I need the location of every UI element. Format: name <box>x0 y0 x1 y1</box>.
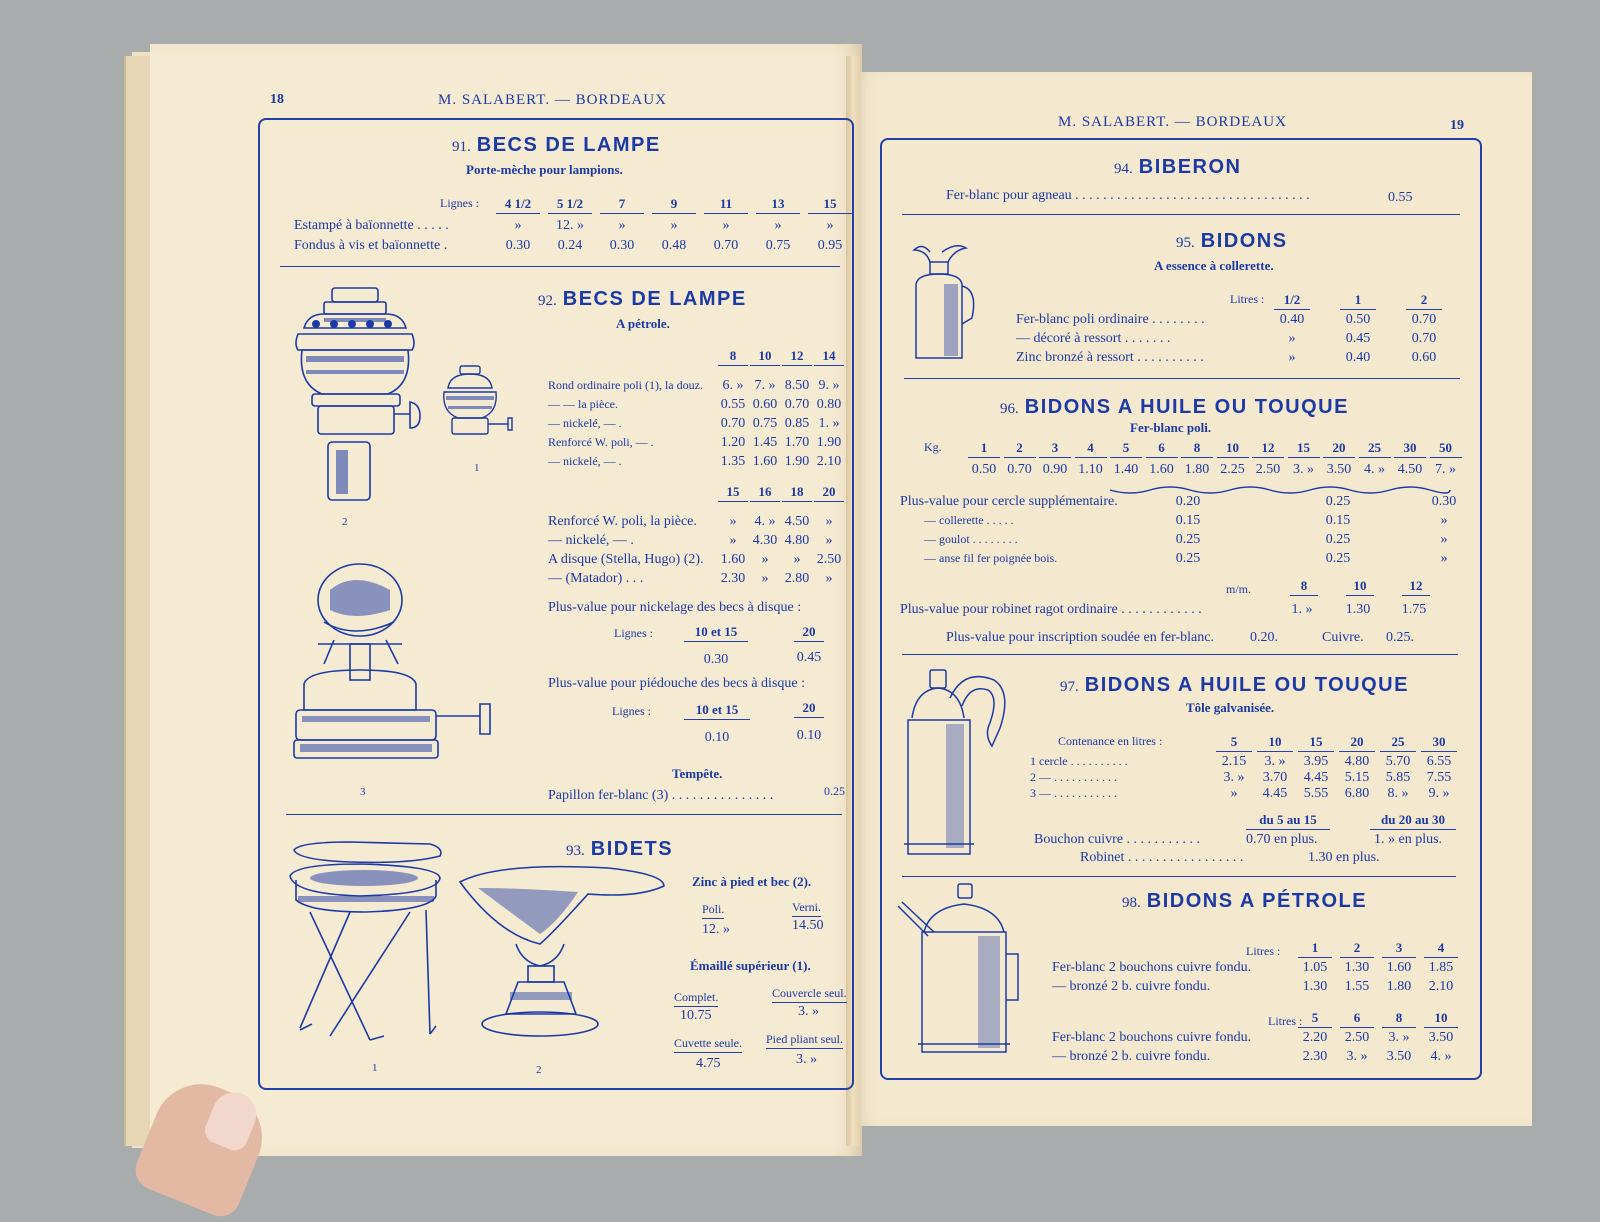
price-value: 1.60 <box>1149 462 1174 477</box>
divider <box>286 814 842 815</box>
price-value: » <box>825 571 833 586</box>
row-label: — décoré à ressort . . . . . . . <box>1016 331 1171 346</box>
price-value: 0.75 <box>765 238 791 253</box>
row-label: — bronzé 2 b. cuivre fondu. <box>1052 1049 1211 1064</box>
section-95-subtitle: A essence à collerette. <box>1154 258 1274 273</box>
price-value: 3. » <box>1388 1030 1410 1045</box>
figure-label: 1 <box>474 462 480 474</box>
price-value: » <box>826 218 834 233</box>
price-value: 0.40 <box>1279 312 1305 327</box>
column-header: 10 <box>1424 1010 1458 1028</box>
row-label: A disque (Stella, Hugo) (2). <box>548 552 704 567</box>
litres-label: Litres : <box>1268 1014 1303 1028</box>
price-value: 0.90 <box>1042 462 1068 477</box>
column-header: 25 <box>1359 440 1391 458</box>
sizes-label: Litres : <box>1230 292 1265 306</box>
oil-can-illustration <box>902 668 1014 858</box>
section-96-subtitle: Fer-blanc poli. <box>1130 420 1212 435</box>
column-header: 30 <box>1421 734 1457 752</box>
price-value: » <box>1288 350 1296 365</box>
burner-illustration-2 <box>288 284 428 514</box>
column-header: 2 <box>1004 440 1036 458</box>
column-header: 4 <box>1075 440 1107 458</box>
section-95-title: 95. BIDONS <box>1176 230 1288 252</box>
page-number: 19 <box>1450 118 1464 133</box>
column-header: 5 1/2 <box>548 196 592 214</box>
price-value: 1.30 <box>1302 979 1328 994</box>
bouchon-row: Bouchon cuivre . . . . . . . . . . . <box>1034 832 1201 847</box>
zinc-heading: Zinc à pied et bec (2). <box>692 874 812 889</box>
price-value: 4.50 <box>784 514 810 529</box>
price-value: 0.20 <box>1175 494 1201 509</box>
row-label: Renforcé W. poli, la pièce. <box>548 514 697 529</box>
price-value: 0.70 en plus. <box>1246 832 1318 847</box>
tempete-heading: Tempête. <box>672 766 723 781</box>
column-header: Couvercle seul. <box>772 986 847 1003</box>
section-98-title: 98. BIDONS A PÉTROLE <box>1122 890 1368 912</box>
price-value: 0.48 <box>661 238 687 253</box>
price-value: » <box>1440 551 1448 566</box>
price-value: 0.10 <box>796 728 822 743</box>
price-value: 6.80 <box>1344 786 1370 801</box>
price-value: 3. » <box>796 1052 817 1067</box>
price-value: » <box>774 218 782 233</box>
column-header: 5 <box>1216 734 1252 752</box>
divider <box>902 654 1458 655</box>
row-label: 2 — . . . . . . . . . . . <box>1030 770 1117 784</box>
price-value: 0.15 <box>1325 513 1351 528</box>
row-label: Rond ordinaire poli (1), la douz. <box>548 378 703 392</box>
price-value: 1. » en plus. <box>1374 832 1443 847</box>
price-value: 0.50 <box>971 462 997 477</box>
price-value: » <box>1440 532 1448 547</box>
price-value: 1.10 <box>1078 462 1103 477</box>
column-header: 4 1/2 <box>496 196 540 214</box>
price-value: 1.70 <box>784 435 810 450</box>
column-header: 15 <box>808 196 852 214</box>
price-value: 0.20. <box>1250 630 1278 645</box>
column-header: 8 <box>1181 440 1213 458</box>
price-value: 14.50 <box>792 918 824 933</box>
price-value: » <box>793 552 801 567</box>
column-header: 12 <box>782 348 812 366</box>
price-value: 1. » <box>818 416 840 431</box>
price-value: 3.70 <box>1262 770 1288 785</box>
price-value: 5.85 <box>1385 770 1411 785</box>
column-header: Complet. <box>674 990 718 1007</box>
price-value: 8. » <box>1387 786 1409 801</box>
price-value: » <box>1288 331 1296 346</box>
robinet-row: Robinet . . . . . . . . . . . . . . . . . <box>1080 850 1244 865</box>
price-value: 0.60 <box>752 397 778 412</box>
price-value: 0.45 <box>1345 331 1371 346</box>
price-value: 2.25 <box>1220 462 1245 477</box>
row-label: 3 — . . . . . . . . . . . <box>1030 786 1117 800</box>
section-97-subtitle: Tôle galvanisée. <box>1186 700 1275 715</box>
emaille-heading: Émaillé supérieur (1). <box>690 958 811 973</box>
column-header: 8 <box>1290 578 1318 596</box>
column-header: du 20 au 30 <box>1370 812 1456 830</box>
row-label: Zinc bronzé à ressort . . . . . . . . . . <box>1016 350 1204 365</box>
section-91-title: 91. BECS DE LAMPE <box>452 134 661 156</box>
column-header: 16 <box>750 484 780 502</box>
row-label: Plus-value pour cercle supplémentaire. <box>900 494 1118 509</box>
page-number: 18 <box>270 92 284 107</box>
price-value: 0.75 <box>752 416 778 431</box>
running-header: M. SALABERT. — BORDEAUX <box>1058 114 1287 130</box>
price-value: » <box>1230 786 1238 801</box>
price-value: 1.75 <box>1401 602 1427 617</box>
column-header: 10 <box>1217 440 1249 458</box>
column-header: 7 <box>600 196 644 214</box>
row-label: Fondus à vis et baïonnette . <box>294 238 448 253</box>
price-value: 1.30 <box>1345 602 1371 617</box>
section-93-title: 93. BIDETS <box>566 838 674 860</box>
price-value: 0.25 <box>824 784 845 798</box>
column-header: 3 <box>1039 440 1071 458</box>
row-label: — nickelé, — . <box>548 533 634 548</box>
price-value: 1.80 <box>1386 979 1412 994</box>
price-value: 2.10 <box>816 454 842 469</box>
price-value: » <box>670 218 678 233</box>
column-header: 6 <box>1340 1010 1374 1028</box>
column-header: du 5 au 15 <box>1246 812 1330 830</box>
price-value: 0.25 <box>1325 551 1351 566</box>
price-value: 0.25 <box>1175 551 1201 566</box>
price-value: 4.75 <box>696 1056 721 1071</box>
column-header: Verni. <box>792 900 821 917</box>
column-header: 30 <box>1394 440 1426 458</box>
price-value: 2.30 <box>1302 1049 1328 1064</box>
price-value: 2.80 <box>784 571 810 586</box>
price-value: 1.60 <box>720 552 746 567</box>
price-value: » <box>514 218 522 233</box>
price-value: 1.85 <box>1428 960 1454 975</box>
row-label: — nickelé, — . <box>548 454 622 468</box>
price-value: » <box>618 218 626 233</box>
price-value: 0.55 <box>720 397 746 412</box>
price-value: 2.50 <box>1344 1030 1370 1045</box>
price-value: 4.45 <box>1262 786 1288 801</box>
column-header: 8 <box>1382 1010 1416 1028</box>
price-value: 6. » <box>722 378 744 393</box>
column-header: 15 <box>1298 734 1334 752</box>
price-value: 4.80 <box>1344 754 1370 769</box>
price-value: 5.70 <box>1385 754 1411 769</box>
column-header: 20 <box>1339 734 1375 752</box>
price-value: » <box>761 571 769 586</box>
row-label: — goulot . . . . . . . . <box>924 532 1018 546</box>
column-header: Pied pliant seul. <box>766 1032 843 1049</box>
price-value: 0.70 <box>784 397 810 412</box>
price-value: 7. » <box>754 378 776 393</box>
row-label: Fer-blanc 2 bouchons cuivre fondu. <box>1052 1030 1252 1045</box>
figure-label: 3 <box>360 786 366 798</box>
petrol-can-illustration <box>898 884 1030 1058</box>
robinet-row: Plus-value pour robinet ragot ordinaire . . . . . . . . . . . . <box>900 602 1202 617</box>
price-value: » <box>1440 513 1448 528</box>
price-value: » <box>729 514 737 529</box>
price-value: 12. » <box>556 218 584 233</box>
price-value: 1.30 <box>1344 960 1370 975</box>
price-value: 10.75 <box>680 1008 712 1023</box>
row-label: — collerette . . . . . <box>924 513 1014 527</box>
price-value: 1.35 <box>720 454 746 469</box>
price-value: 0.40 <box>1345 350 1371 365</box>
column-header: Poli. <box>702 902 724 919</box>
price-value: 0.30 <box>609 238 635 253</box>
column-header: 20 <box>1323 440 1355 458</box>
cuivre-label: Cuivre. <box>1322 630 1364 645</box>
column-header: 1 <box>1298 940 1332 958</box>
divider <box>904 378 1460 379</box>
column-header: 11 <box>704 196 748 214</box>
burner-illustration-1 <box>438 362 528 452</box>
column-header: 20 <box>794 624 824 642</box>
divider <box>902 876 1456 877</box>
column-header: 3 <box>1382 940 1416 958</box>
price-value: » <box>825 533 833 548</box>
litres-label: Litres : <box>1246 944 1281 958</box>
section-92-subtitle: A pétrole. <box>616 316 670 331</box>
price-value: 4. » <box>1430 1049 1452 1064</box>
row-label: — bronzé 2 b. cuivre fondu. <box>1052 979 1211 994</box>
row-label: — — la pièce. <box>548 397 618 411</box>
price-value: 0.70 <box>720 416 746 431</box>
price-value: 0.25 <box>1325 532 1351 547</box>
price-value: 1.60 <box>1386 960 1412 975</box>
figure-label: 2 <box>342 516 348 528</box>
price-value: 1.20 <box>720 435 746 450</box>
price-value: 4. » <box>1364 462 1385 477</box>
price-value: 0.80 <box>816 397 842 412</box>
column-header: 50 <box>1430 440 1462 458</box>
price-value: 3.50 <box>1386 1049 1412 1064</box>
section-96-title: 96. BIDONS A HUILE OU TOUQUE <box>1000 396 1349 418</box>
running-header: M. SALABERT. — BORDEAUX <box>438 92 667 108</box>
price-value: 0.15 <box>1175 513 1201 528</box>
price-value: 0.60 <box>1411 350 1437 365</box>
column-header: 1 <box>1340 292 1376 310</box>
price-value: 2.20 <box>1302 1030 1328 1045</box>
section-92-title: 92. BECS DE LAMPE <box>538 288 747 310</box>
column-header: 20 <box>814 484 844 502</box>
price-value: 5.55 <box>1303 786 1329 801</box>
papillon-row: Papillon fer-blanc (3) . . . . . . . . . . . . . . . <box>548 788 774 803</box>
figure-label: 1 <box>372 1062 378 1074</box>
price-value: 0.25 <box>1325 494 1351 509</box>
price-value: 9. » <box>818 378 840 393</box>
price-value: 1. » <box>1291 602 1313 617</box>
column-header: 5 <box>1110 440 1142 458</box>
price-value: 2.50 <box>816 552 842 567</box>
kg-label: Kg. <box>924 440 942 454</box>
price-value: 0.24 <box>557 238 583 253</box>
divider <box>902 214 1460 215</box>
price-value: 2.10 <box>1428 979 1454 994</box>
price-value: 3. » <box>1346 1049 1368 1064</box>
inscription-row: Plus-value pour inscription soudée en fer-blanc. <box>946 630 1214 645</box>
column-header: 14 <box>814 348 844 366</box>
column-header: 2 <box>1406 292 1442 310</box>
price-value: 6.55 <box>1426 754 1452 769</box>
column-header: 12 <box>1252 440 1284 458</box>
section-91-subtitle: Porte-mèche pour lampions. <box>466 162 623 177</box>
price-value: 0.25. <box>1386 630 1414 645</box>
column-header: Cuvette seule. <box>674 1036 742 1053</box>
row-label: Fer-blanc poli ordinaire . . . . . . . . <box>1016 312 1205 327</box>
price-value: 0.30 <box>1431 494 1457 509</box>
column-header: 4 <box>1424 940 1458 958</box>
mm-label: m/m. <box>1226 582 1252 596</box>
row-label: Renforcé W. poli, — . <box>548 435 654 449</box>
column-header: 10 <box>1346 578 1374 596</box>
pedestal-bidet-illustration <box>458 862 668 1052</box>
price-value: 0.10 <box>704 730 730 745</box>
price-value: 1.80 <box>1184 462 1210 477</box>
divider <box>280 266 840 267</box>
column-header: 2 <box>1340 940 1374 958</box>
row-label: — nickelé, — . <box>548 416 622 430</box>
price-value: 4.80 <box>784 533 810 548</box>
column-header: 8 <box>718 348 748 366</box>
column-header: 12 <box>1402 578 1430 596</box>
biberon-row: Fer-blanc pour agneau . . . . . . . . . . . . . . . . . . . . . . . . . . . . . . . . . . <box>946 188 1310 203</box>
plus-value-nickel: Plus-value pour nickelage des becs à disque : <box>548 600 802 615</box>
figure-label: 2 <box>536 1064 542 1076</box>
wavy-rule <box>1110 484 1450 496</box>
price-value: » <box>722 218 730 233</box>
price-value: 1.55 <box>1344 979 1370 994</box>
price-value: 0.70 <box>1007 462 1032 477</box>
disc-burner-illustration-3 <box>294 560 504 780</box>
row-label: Fer-blanc 2 bouchons cuivre fondu. <box>1052 960 1252 975</box>
price-value: 1.40 <box>1113 462 1139 477</box>
price-value: 4. » <box>754 514 776 529</box>
price-value: 2.15 <box>1221 754 1247 769</box>
column-header: 9 <box>652 196 696 214</box>
price-value: » <box>761 552 769 567</box>
price-value: 0.85 <box>784 416 810 431</box>
price-value: » <box>825 514 833 529</box>
price-value: 3. » <box>1264 754 1286 769</box>
column-header: 10 et 15 <box>684 702 750 720</box>
price-value: 5.15 <box>1344 770 1370 785</box>
row-label: Estampé à baïonnette . . . . . <box>294 218 449 233</box>
lines-label: Lignes : <box>612 704 651 718</box>
price-value: 2.30 <box>720 571 746 586</box>
contenance-label: Contenance en litres : <box>1058 734 1163 748</box>
column-header: 15 <box>1288 440 1320 458</box>
price-value: 1.90 <box>816 435 842 450</box>
price-value: 9. » <box>1428 786 1450 801</box>
price-value: 1.60 <box>752 454 778 469</box>
price-value: 0.30 <box>505 238 531 253</box>
price-value: 7. » <box>1435 462 1456 477</box>
column-header: 1 <box>968 440 1000 458</box>
price-value: 3.50 <box>1326 462 1352 477</box>
price-value: 0.25 <box>1175 532 1201 547</box>
price-value: 0.30 <box>703 652 729 667</box>
price-value: 7.55 <box>1426 770 1452 785</box>
price-value: 1.45 <box>752 435 778 450</box>
plus-value-piedouche: Plus-value pour piédouche des becs à disque : <box>548 676 805 691</box>
price-value: 3. » <box>1223 770 1245 785</box>
price-value: 3.50 <box>1428 1030 1454 1045</box>
folding-bidet-illustration <box>290 840 450 1050</box>
row-label: — (Matador) . . . <box>548 571 644 586</box>
essence-can-illustration <box>906 240 980 364</box>
column-header: 10 <box>750 348 780 366</box>
price-value: 1.05 <box>1302 960 1328 975</box>
sizes-label: Lignes : <box>440 196 479 210</box>
price-value: 0.50 <box>1345 312 1371 327</box>
price-value: 0.45 <box>796 650 822 665</box>
price-value: 12. » <box>702 922 730 937</box>
price-value: » <box>729 533 737 548</box>
price-value: 0.95 <box>817 238 843 253</box>
lines-label: Lignes : <box>614 626 653 640</box>
section-97-title: 97. BIDONS A HUILE OU TOUQUE <box>1060 674 1409 696</box>
column-header: 15 <box>718 484 748 502</box>
column-header: 1/2 <box>1274 292 1310 310</box>
column-header: 5 <box>1298 1010 1332 1028</box>
price-value: 3. » <box>1293 462 1314 477</box>
price-value: 0.70 <box>713 238 739 253</box>
price-value: 0.70 <box>1411 331 1437 346</box>
row-label: 1 cercle . . . . . . . . . . <box>1030 754 1128 768</box>
column-header: 20 <box>794 700 824 718</box>
column-header: 10 <box>1257 734 1293 752</box>
price-value: 4.30 <box>752 533 778 548</box>
price-value: 2.50 <box>1255 462 1281 477</box>
price-value: 3. » <box>798 1004 819 1019</box>
column-header: 10 et 15 <box>684 624 748 642</box>
column-header: 25 <box>1380 734 1416 752</box>
price-value: 3.95 <box>1303 754 1329 769</box>
column-header: 6 <box>1146 440 1178 458</box>
price-value: 1.90 <box>784 454 810 469</box>
column-header: 18 <box>782 484 812 502</box>
section-94-title: 94. BIBERON <box>1114 156 1242 178</box>
price-value: 1.30 en plus. <box>1308 850 1380 865</box>
price-value: 4.50 <box>1397 462 1423 477</box>
price-value: 0.70 <box>1411 312 1437 327</box>
column-header: 13 <box>756 196 800 214</box>
price-value: 8.50 <box>784 378 810 393</box>
price-value: 4.45 <box>1303 770 1329 785</box>
row-label: — anse fil fer poignée bois. <box>924 551 1058 565</box>
price-value: 0.55 <box>1388 190 1413 205</box>
